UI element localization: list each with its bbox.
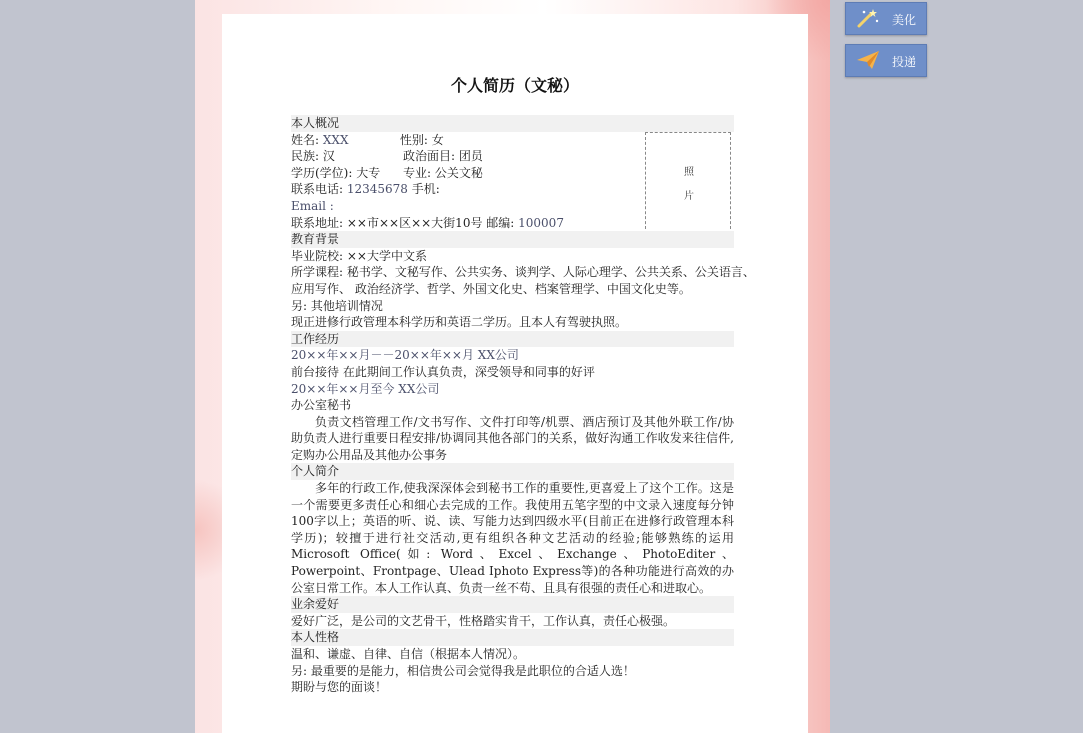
job-role-1: 前台接待 在此期间工作认真负责，深受领导和同事的好评 [291,364,595,379]
school-row: 毕业院校: ××大学中文系 [291,248,427,263]
page-title: 个人简历（文秘） [450,76,579,95]
section-hobby: 业余爱好 [291,596,734,613]
section-overview: 本人概况 [291,115,734,132]
training-title: 另: 其他培训情况 [291,298,383,313]
intro-text: 多年的行政工作,使我深深体会到秘书工作的重要性,更喜爱上了这个工作。这是一个需要更多责任心和细心去完成的工作。我使用五笔字型的中文录入速度每分钟100字以上；英语的听、说、读、写能力达到四级水平(目前正在进修行政管理本科学历)；较擅于进行社交活动,更有组织各种文艺活动的经验;能够熟练的运用Microsoft Office(如: Word、Excel、Exchange、PhotoEditer、Powerpoint、Frontpage、Ulead Iphoto Express等)的各种功能进行高效的办公室日常工作。本人工作认真、负责一丝不苟、且具有很强的责任心和进取心。 [291,481,734,595]
degree-major-row: 学历(学位): 大专 专业: 公关文秘 [291,165,483,180]
beautify-button[interactable] [845,2,927,35]
email-row: Email : [291,198,334,213]
ethnic-politics-row: 民族: 汉 政治面目: 团员 [291,149,483,164]
section-intro: 个人简介 [291,463,734,480]
job-period-1: 20××年××月－－20××年××月 XX公司 [291,348,519,363]
submit-button[interactable] [845,44,927,77]
training-text: 现正进修行政管理本科学历和英语二学历。且本人有驾驶执照。 [291,315,628,330]
courses-row-1: 所学课程: 秘书学、文秘写作、公共实务、谈判学、人际心理学、公共关系、公关语言、 [291,265,755,280]
job-description: 负责文档管理工作/文书写作、文件打印等/机票、酒店预订及其他外联工作/协助负责人进行重要日程安排/协调同其他各部门的关系，做好沟通工作收发来往信件,定购办公用品及其他办公事务 [291,414,734,462]
phone-row: 联系电话: 12345678 手机: [291,182,440,197]
character-text: 温和、谦虚、自律、自信（根据本人情况）。 [291,647,526,661]
section-education: 教育背景 [291,231,734,248]
address-row: 联系地址: ××市××区××大街10号 邮编: 100007 [291,215,564,230]
job-period-2: 20××年××月至今 XX公司 [291,381,440,396]
photo-label-2: 片 [684,191,694,202]
section-character: 本人性格 [291,629,734,646]
section-work: 工作经历 [291,331,734,348]
magic-wand-icon [856,8,880,28]
beautify-label: 美化 [892,13,917,27]
closing-line-1: 另: 最重要的是能力，相信贵公司会觉得我是此职位的合适人选！ [291,663,635,678]
name-gender-row: 姓名: XXX 性别: 女 [291,132,444,147]
job-role-2: 办公室秘书 [291,398,352,413]
closing-line-2: 期盼与您的面谈！ [291,680,388,695]
photo-label-1: 照 [684,167,694,178]
hobby-text: 爱好广泛，是公司的文艺骨干，性格踏实肯干，工作认真，责任心极强。 [291,613,676,628]
courses-row-2: 应用写作、 政治经济学、哲学、外国文化史、档案管理学、中国文化史等。 [291,281,691,296]
submit-label: 投递 [892,55,917,69]
paper-plane-icon [856,50,880,70]
resume-body [291,115,755,696]
